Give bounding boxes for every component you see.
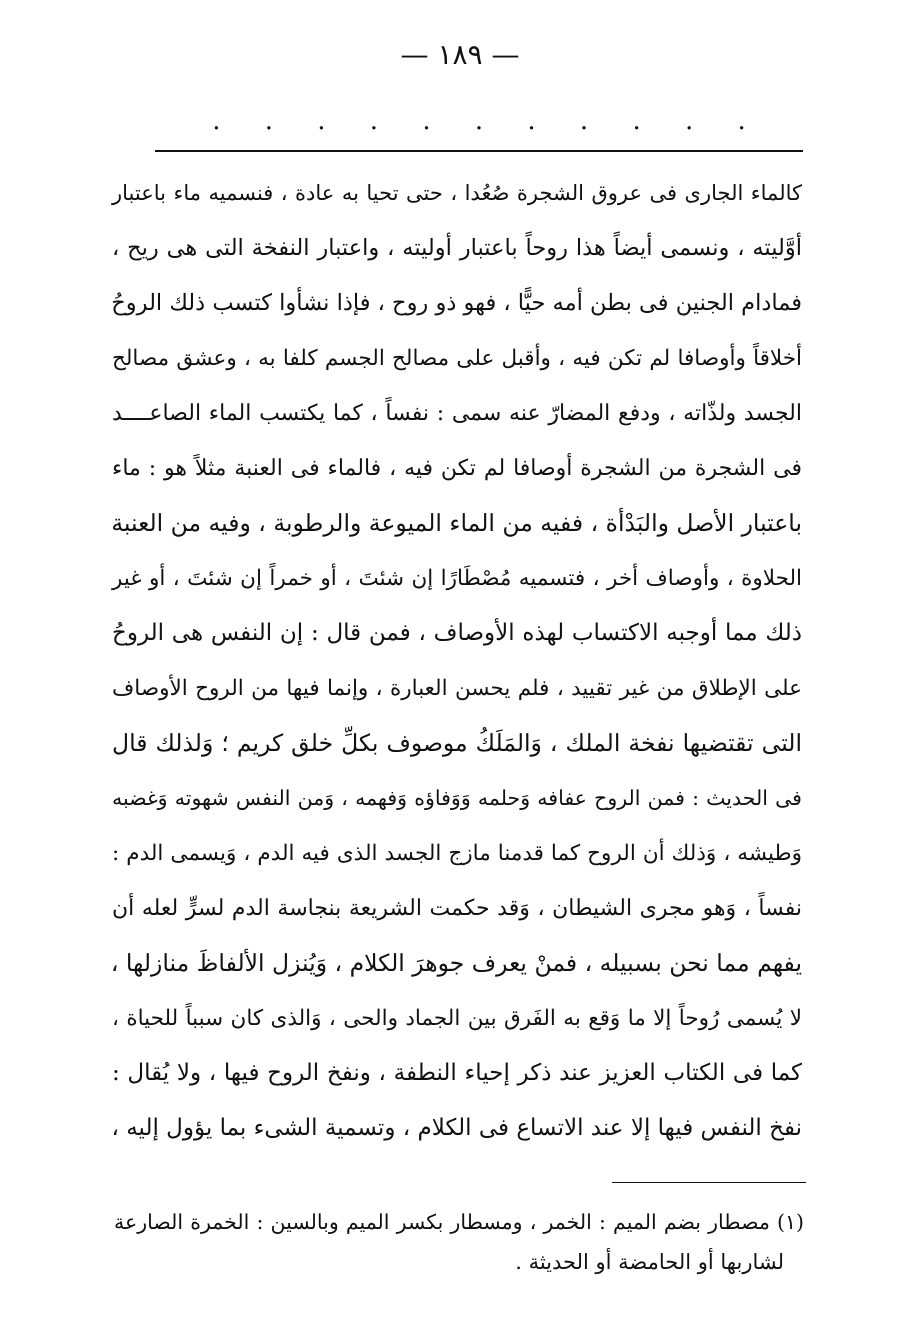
body-line: أوَّليته ، ونسمى أيضاً هذا روحاً باعتبار أوليته ، واعتبار النفخة التى هى ريح ، [112, 235, 802, 261]
footnote [114, 1202, 804, 1282]
body-line: نفساً ، وَهو مجرى الشيطان ، وَقد حكمت الشريعة بنجاسة الدم لسرٍّ لعله أن [112, 896, 802, 921]
body-line: أخلاقاً وأوصافا لم تكن فيه ، وأقبل على مصالح الجسم كلفا به ، وعشق مصالح [112, 346, 802, 371]
body-line: الحلاوة ، وأوصاف أخر ، فتسميه مُصْطَارًا إن شئتَ ، أو خمراً إن شئتَ ، أو غير [112, 566, 802, 591]
footnote-rule [612, 1182, 806, 1183]
body-line: لا يُسمى رُوحاً إلا ما وَقع به الفَرق بين الجماد والحى ، وَالذى كان سبباً للحياة ، [112, 1006, 802, 1031]
body-line: وَطيشه ، وَذلك أن الروح كما قدمنا مازج الجسد الذى فيه الدم ، وَيسمى الدم : [112, 841, 802, 866]
body-line: نفخ النفس فيها إلا عند الاتساع فى الكلام ، وتسمية الشىء بما يؤول إليه ، [111, 1115, 802, 1141]
body-line: باعتبار الأصل والبَدْأة ، ففيه من الماء الميوعة والرطوبة ، وفيه من العنبة [111, 509, 802, 537]
body-line: فى الحديث : فمن الروح عفافه وَحلمه وَوَفاؤه وَفهمه ، وَمن النفس شهوته وَغضبه [112, 786, 802, 810]
body-line: فى الشجرة من الشجرة أوصافا لم تكن فيه ، فالماء فى العنبة مثلاً هو : ماء [112, 456, 802, 481]
body-line: يفهم مما نحن بسبيله ، فمنْ يعرف جوهرَ الكلام ، وَيُنزل الألفاظَ منازلها ، [110, 949, 802, 977]
body-text [112, 166, 802, 1156]
body-line: التى تقتضيها نفخة الملك ، وَالمَلَكُ موصوف بكلِّ خلق كريم ؛ وَلذلك قال [112, 729, 802, 757]
footnote-line: (١) مصطار بضم الميم : الخمر ، ومسطار بكسر الميم وبالسين : الخمرة الصارعة [114, 1210, 804, 1234]
body-line: فمادام الجنين فى بطن أمه حيًّا ، فهو ذو روح ، فإذا نشأوا كتسب ذلك الروحُ [111, 290, 802, 316]
ellipsis-row: . . . . . . . . . . . [212, 106, 764, 136]
footnote-line: لشاربها أو الحامضة أو الحديثة . [515, 1250, 784, 1274]
header-rule [155, 150, 803, 152]
body-line: على الإطلاق من غير تقييد ، فلم يحسن العبارة ، وإنما فيها من الروح الأوصاف [112, 676, 802, 701]
body-line: كما فى الكتاب العزيز عند ذكر إحياء النطفة ، ونفخ الروح فيها ، ولا يُقال : [112, 1060, 802, 1086]
body-line: ذلك مما أوجبه الاكتساب لهذه الأوصاف ، فمن قال : إن النفس هى الروحُ [112, 620, 802, 646]
body-line: الجسد ولذّاته ، ودفع المضارّ عنه سمى : نفساً ، كما يكتسب الماء الصاعــــد [112, 401, 802, 426]
body-line: كالماء الجارى فى عروق الشجرة صُعُدا ، حتى تحيا به عادة ، فنسميه ماء باعتبار [112, 181, 802, 205]
page-number: — ١٨٩ — [400, 38, 520, 71]
